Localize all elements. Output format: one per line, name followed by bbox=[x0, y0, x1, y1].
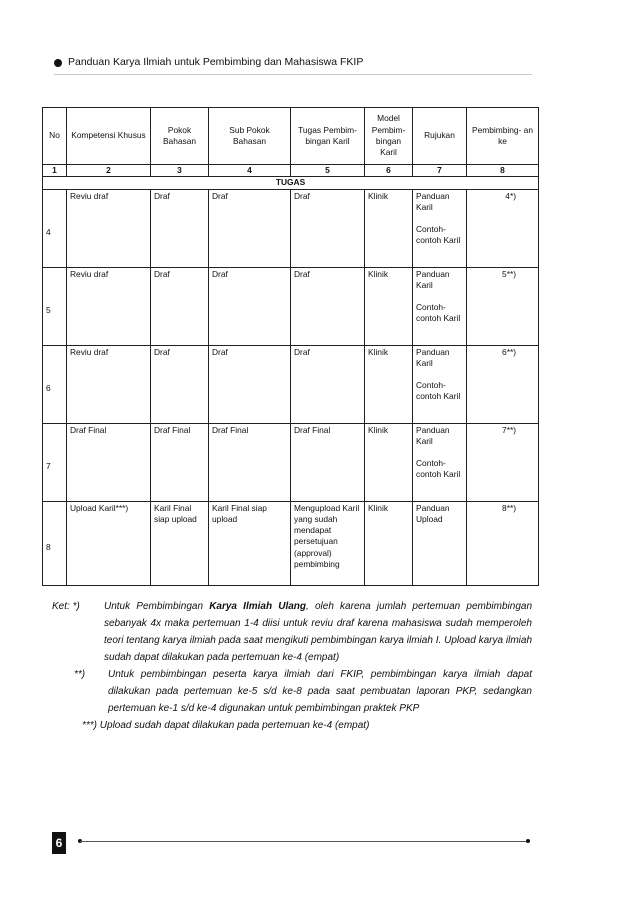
table-row bbox=[43, 501, 539, 585]
table-notes bbox=[52, 598, 532, 734]
header-cell: Model Pembim- bingan Karil bbox=[365, 108, 413, 165]
kompetensi-cell: Reviu draf bbox=[67, 267, 151, 345]
kompetensi-cell: Upload Karil***) bbox=[67, 501, 151, 585]
index-cell: 1 bbox=[43, 165, 67, 177]
pembimbingan-ke-cell: 7**) bbox=[467, 423, 539, 501]
rujukan-secondary: Contoh- contoh Karil bbox=[416, 224, 461, 246]
tugas-cell: Draf bbox=[291, 267, 365, 345]
page-number: 6 bbox=[52, 832, 66, 854]
index-cell: 3 bbox=[151, 165, 209, 177]
index-cell: 2 bbox=[67, 165, 151, 177]
pembimbingan-ke-cell: 5**) bbox=[467, 267, 539, 345]
section-label: TUGAS bbox=[43, 177, 539, 189]
footer-divider bbox=[80, 841, 530, 842]
row-number: 5 bbox=[43, 267, 67, 345]
index-cell: 8 bbox=[467, 165, 539, 177]
sub-pokok-cell: Draf Final bbox=[209, 423, 291, 501]
rujukan-secondary: Contoh- contoh Karil bbox=[416, 380, 461, 402]
sub-pokok-cell: Draf bbox=[209, 189, 291, 267]
note-label: **) bbox=[74, 669, 86, 680]
pembimbingan-ke-cell: 6**) bbox=[467, 345, 539, 423]
rujukan-primary: Panduan Karil bbox=[416, 268, 450, 290]
note-double-asterisk bbox=[52, 666, 532, 717]
tugas-cell: Draf bbox=[291, 189, 365, 267]
row-number: 7 bbox=[43, 423, 67, 501]
section-row bbox=[43, 177, 539, 189]
model-cell: Klinik bbox=[365, 345, 413, 423]
row-number: 4 bbox=[43, 189, 67, 267]
table-header-row bbox=[43, 108, 539, 165]
note-label: Ket: *) bbox=[52, 601, 80, 612]
kompetensi-cell: Reviu draf bbox=[67, 345, 151, 423]
running-header bbox=[54, 56, 532, 72]
rujukan-primary: Panduan Karil bbox=[416, 346, 450, 368]
note-text: Untuk pembimbingan peserta karya ilmiah dari FKIP, pembimbingan karya ilmiah dapat dilakukan pada pertemuan ke-5 s/d ke-8 pada saat pembuatan laporan PKP, sedangkan pertemuan ke-1 s/d ke-4 digunakan untuk pembimbingan praktek PKP bbox=[108, 669, 532, 714]
model-cell: Klinik bbox=[365, 189, 413, 267]
table-row bbox=[43, 423, 539, 501]
rujukan-primary: Panduan Karil bbox=[416, 190, 450, 212]
header-cell: Kompetensi Khusus bbox=[67, 108, 151, 165]
header-cell: Rujukan bbox=[413, 108, 467, 165]
pokok-cell: Draf bbox=[151, 189, 209, 267]
rujukan-cell bbox=[413, 267, 467, 345]
pokok-cell: Draf Final bbox=[151, 423, 209, 501]
index-cell: 6 bbox=[365, 165, 413, 177]
footer-dot-icon bbox=[526, 839, 530, 843]
sub-pokok-cell: Draf bbox=[209, 345, 291, 423]
kompetensi-cell: Draf Final bbox=[67, 423, 151, 501]
kompetensi-cell: Reviu draf bbox=[67, 189, 151, 267]
sub-pokok-cell: Draf bbox=[209, 267, 291, 345]
header-cell: Sub Pokok Bahasan bbox=[209, 108, 291, 165]
guidance-table bbox=[42, 107, 539, 586]
note-single-asterisk bbox=[52, 598, 532, 666]
header-cell: Pokok Bahasan bbox=[151, 108, 209, 165]
model-cell: Klinik bbox=[365, 501, 413, 585]
pokok-cell: Draf bbox=[151, 267, 209, 345]
tugas-cell: Draf Final bbox=[291, 423, 365, 501]
pembimbingan-ke-cell: 4*) bbox=[467, 189, 539, 267]
tugas-cell: Draf bbox=[291, 345, 365, 423]
tugas-cell: Mengupload Karil yang sudah mendapat persetujuan (approval) pembimbing bbox=[291, 501, 365, 585]
header-cell: No bbox=[43, 108, 67, 165]
note-text-part: Untuk Pembimbingan bbox=[104, 601, 210, 612]
index-cell: 5 bbox=[291, 165, 365, 177]
header-cell: Pembimbing- an ke bbox=[467, 108, 539, 165]
table-row bbox=[43, 189, 539, 267]
rujukan-cell bbox=[413, 501, 467, 585]
header-divider bbox=[54, 74, 532, 75]
rujukan-cell bbox=[413, 345, 467, 423]
header-title: Panduan Karya Ilmiah untuk Pembimbing dan Mahasiswa FKIP bbox=[68, 56, 364, 68]
row-number: 8 bbox=[43, 501, 67, 585]
rujukan-cell bbox=[413, 423, 467, 501]
rujukan-primary: Panduan Upload bbox=[416, 502, 450, 524]
table-row bbox=[43, 267, 539, 345]
note-emphasis: Karya Ilmiah Ulang bbox=[209, 601, 307, 612]
index-cell: 4 bbox=[209, 165, 291, 177]
rujukan-cell bbox=[413, 189, 467, 267]
pembimbingan-ke-cell: 8**) bbox=[467, 501, 539, 585]
pokok-cell: Karil Final siap upload bbox=[151, 501, 209, 585]
rujukan-secondary: Contoh- contoh Karil bbox=[416, 302, 461, 324]
index-cell: 7 bbox=[413, 165, 467, 177]
pokok-cell: Draf bbox=[151, 345, 209, 423]
column-index-row bbox=[43, 165, 539, 177]
model-cell: Klinik bbox=[365, 267, 413, 345]
note-text: ***) Upload sudah dapat dilakukan pada pertemuan ke-4 (empat) bbox=[82, 720, 370, 731]
model-cell: Klinik bbox=[365, 423, 413, 501]
sub-pokok-cell: Karil Final siap upload bbox=[209, 501, 291, 585]
rujukan-primary: Panduan Karil bbox=[416, 424, 450, 446]
header-cell: Tugas Pembim- bingan Karil bbox=[291, 108, 365, 165]
row-number: 6 bbox=[43, 345, 67, 423]
table-row bbox=[43, 345, 539, 423]
bullet-icon bbox=[54, 59, 62, 67]
note-triple-asterisk bbox=[52, 717, 532, 734]
note-text bbox=[104, 598, 532, 666]
rujukan-secondary: Contoh- contoh Karil bbox=[416, 458, 461, 480]
note-text-part: , oleh karena jumlah pertemuan pembimbingan sebanyak 4x maka pertemuan 1-4 diisi untuk reviu draf karena mahasiswa sudah memperoleh teori tentang karya ilmiah pada saat mengikuti pembimbingan karya ilmiah I. Upload karya ilmiah sudah dapat dilakukan pada pertemuan ke-4 (empat) bbox=[104, 601, 533, 663]
